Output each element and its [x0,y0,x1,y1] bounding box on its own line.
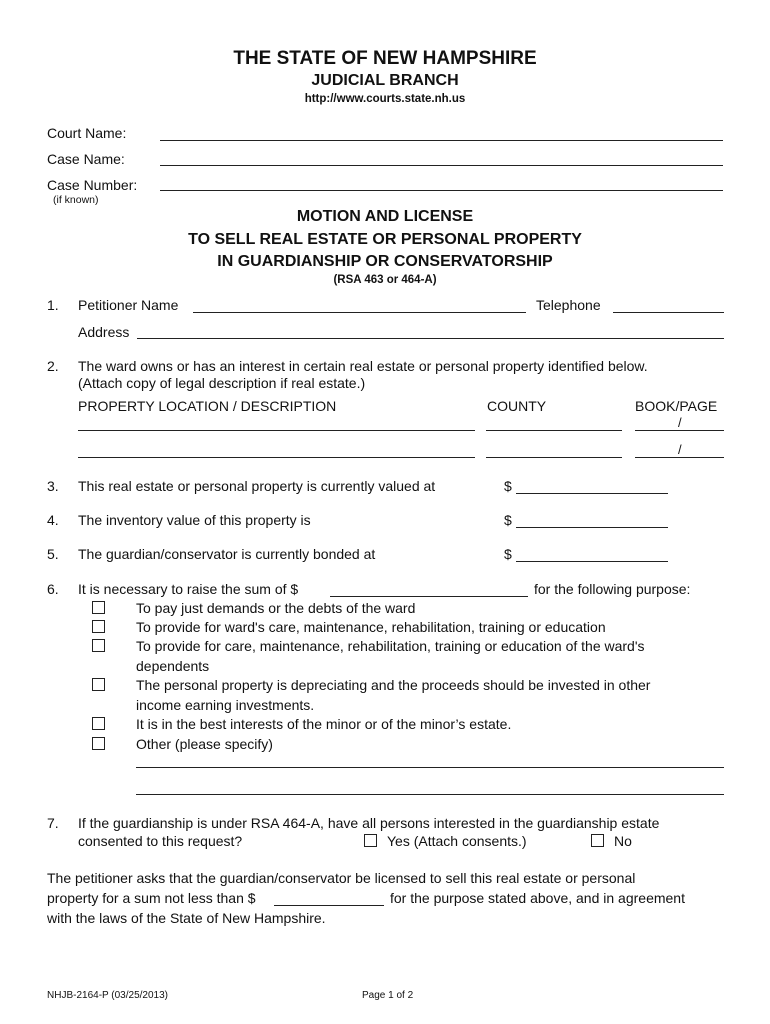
address-label: Address [78,324,130,340]
consent-no-checkbox[interactable] [591,834,604,847]
telephone-label: Telephone [536,297,601,313]
item2-number: 2. [47,358,59,374]
if-known-note: (if known) [53,194,99,206]
court-name-field[interactable] [160,140,723,141]
consent-yes-label: Yes (Attach consents.) [387,833,527,849]
item7-number: 7. [47,815,59,831]
minimum-sale-sum-field[interactable] [274,905,384,906]
book-page-header: BOOK/PAGE [635,398,718,414]
item2-text-line2: (Attach copy of legal description if real estate.) [78,375,366,391]
case-name-field[interactable] [160,165,723,166]
petitioner-name-label: Petitioner Name [78,297,179,313]
closing-line2-after: for the purpose stated above, and in agreement [390,890,685,906]
case-number-field[interactable] [160,190,723,191]
item5-number: 5. [47,546,59,562]
purpose-debts-checkbox[interactable] [92,601,105,614]
property-description-field-2[interactable] [78,457,475,458]
telephone-field[interactable] [613,312,724,313]
sum-to-raise-field[interactable] [330,596,528,597]
closing-line1: The petitioner asks that the guardian/conservator be licensed to sell this real estate or personal [47,870,636,886]
book-page-separator-1: / [678,415,682,430]
item6-text-before: It is necessary to raise the sum of $ [78,581,299,597]
page-number: Page 1 of 2 [362,990,414,1001]
item3-dollar-sign: $ [504,478,512,494]
form-title-line1: MOTION AND LICENSE [296,208,474,225]
item7-text-line1: If the guardianship is under RSA 464-A, have all persons interested in the guardianship estate [78,815,660,831]
form-title-line3: IN GUARDIANSHIP OR CONSERVATORSHIP [217,253,553,270]
county-header: COUNTY [487,398,547,414]
form-title-line2: TO SELL REAL ESTATE OR PERSONAL PROPERTY [188,231,582,248]
purpose-dependents-care-label: To provide for care, maintenance, rehabilitation, training or education of the ward's [136,638,645,654]
purpose-other-checkbox[interactable] [92,737,105,750]
purpose-depreciating-label: The personal property is depreciating and the proceeds should be invested in other [136,677,651,693]
consent-yes-checkbox[interactable] [364,834,377,847]
closing-line3: with the laws of the State of New Hampshire. [47,910,326,926]
purpose-dependents-care-checkbox[interactable] [92,639,105,652]
consent-no-label: No [614,833,632,849]
item3-number: 3. [47,478,59,494]
purpose-depreciating-checkbox[interactable] [92,678,105,691]
county-field-2[interactable] [486,457,622,458]
item1-number: 1. [47,297,59,313]
current-value-field[interactable] [516,493,668,494]
court-name-label: Court Name: [47,125,127,141]
book-page-field-2[interactable] [635,457,724,458]
item5-dollar-sign: $ [504,546,512,562]
item6-number: 6. [47,581,59,597]
other-specify-field-2[interactable] [136,794,724,795]
item4-dollar-sign: $ [504,512,512,528]
item3-text: This real estate or personal property is currently valued at [78,478,436,494]
address-field[interactable] [137,338,724,339]
purpose-other-label: Other (please specify) [136,736,273,752]
other-specify-field-1[interactable] [136,767,724,768]
purpose-wards-care-checkbox[interactable] [92,620,105,633]
state-heading: THE STATE OF NEW HAMPSHIRE [233,48,537,69]
form-id: NHJB-2164-P (03/25/2013) [47,990,168,1001]
closing-line2-before: property for a sum not less than $ [47,890,256,906]
item6-text-after: for the following purpose: [534,581,691,597]
inventory-value-field[interactable] [516,527,668,528]
item5-text: The guardian/conservator is currently bonded at [78,546,376,562]
book-page-field-1[interactable] [635,430,724,431]
petitioner-name-field[interactable] [193,312,526,313]
item7-text-line2: consented to this request? [78,833,243,849]
property-description-field-1[interactable] [78,430,475,431]
purpose-wards-care-label: To provide for ward's care, maintenance, rehabilitation, training or education [136,619,606,635]
property-description-header: PROPERTY LOCATION / DESCRIPTION [78,398,337,414]
purpose-minor-interest-checkbox[interactable] [92,717,105,730]
book-page-separator-2: / [678,442,682,457]
purpose-debts-label: To pay just demands or the debts of the ward [136,600,416,616]
statute-reference: (RSA 463 or 464-A) [333,274,437,286]
purpose-minor-interest-label: It is in the best interests of the minor or of the minor’s estate. [136,716,512,732]
county-field-1[interactable] [486,430,622,431]
item2-text-line1: The ward owns or has an interest in certain real estate or personal property identified below. [78,358,648,374]
case-name-label: Case Name: [47,151,125,167]
item4-text: The inventory value of this property is [78,512,311,528]
court-url: http://www.courts.state.nh.us [304,93,466,105]
branch-heading: JUDICIAL BRANCH [311,72,459,89]
purpose-depreciating-label-cont: income earning investments. [136,697,315,713]
bond-amount-field[interactable] [516,561,668,562]
case-number-label: Case Number: [47,177,138,193]
purpose-dependents-care-label-cont: dependents [136,658,210,674]
item4-number: 4. [47,512,59,528]
